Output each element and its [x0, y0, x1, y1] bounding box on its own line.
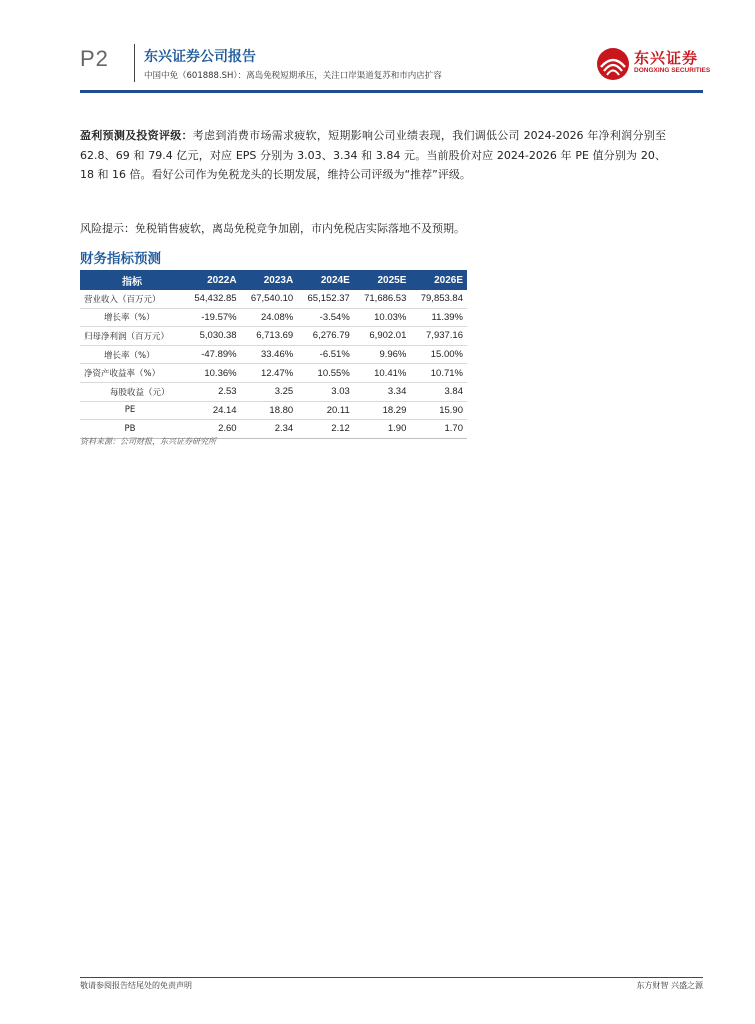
row-label: 增长率（%） — [80, 345, 184, 364]
risk-paragraph: 风险提示：免税销售疲软，离岛免税竞争加剧，市内免税店实际落地不及预期。 — [80, 222, 465, 235]
logo-text-cn: 东兴证券 — [634, 49, 699, 67]
table-row — [80, 308, 467, 327]
table-cell: -3.54% — [297, 308, 354, 327]
section-title: 财务指标预测 — [80, 251, 161, 267]
table-cell: 24.14 — [184, 401, 241, 420]
table-cell: 6,276.79 — [297, 327, 354, 346]
table-cell: 20.11 — [297, 401, 354, 420]
table-cell: 1.70 — [410, 420, 467, 439]
report-subtitle: 中国中免（601888.SH）：离岛免税短期承压，关注口岸渠道复苏和市内店扩容 — [144, 71, 442, 81]
table-header-cell: 指标 — [80, 270, 184, 290]
table-source-note: 资料来源：公司财报，东兴证券研究所 — [80, 437, 216, 446]
table-cell: 10.55% — [297, 364, 354, 383]
table-cell: 67,540.10 — [241, 290, 298, 308]
dongxing-logo-icon — [596, 47, 630, 81]
table-cell: 12.47% — [241, 364, 298, 383]
page-header — [0, 0, 755, 96]
report-title: 东兴证券公司报告 — [144, 49, 256, 65]
table-cell: -47.89% — [184, 345, 241, 364]
table-cell: 24.08% — [241, 308, 298, 327]
row-label: 归母净利润（百万元） — [80, 327, 184, 346]
row-label: PE — [80, 401, 184, 420]
row-label: PB — [80, 420, 184, 439]
rating-text: 考虑到消费市场需求疲软，短期影响公司业绩表现，我们调低公司 2024-2026 年净利润分别至 62.8、69 和 79.4 亿元，对应 EPS 分别为 3.03、3.34 和 3.84 元。当前股价对应 2024-2026 年 PE 值分别为 20、18 和 16 倍。看好公司作为免税龙头的长期发展，维持公司评级为“推荐”评级。 — [80, 129, 667, 181]
financial-forecast-table — [80, 270, 467, 439]
table-row — [80, 401, 467, 420]
table-header-cell: 2024E — [297, 270, 354, 290]
table-cell: 6,713.69 — [241, 327, 298, 346]
table-cell: 10.03% — [354, 308, 411, 327]
dongxing-logo — [596, 47, 711, 81]
table-cell: 10.71% — [410, 364, 467, 383]
table-cell: 10.36% — [184, 364, 241, 383]
table-cell: 54,432.85 — [184, 290, 241, 308]
table-cell: 3.84 — [410, 382, 467, 401]
table-cell: 2.12 — [297, 420, 354, 439]
row-label: 营业收入（百万元） — [80, 290, 184, 308]
table-cell: 3.34 — [354, 382, 411, 401]
table-cell: 7,937.16 — [410, 327, 467, 346]
row-label: 增长率（%） — [80, 308, 184, 327]
table-cell: 33.46% — [241, 345, 298, 364]
table-cell: 2.53 — [184, 382, 241, 401]
table-cell: 3.25 — [241, 382, 298, 401]
table-cell: 18.80 — [241, 401, 298, 420]
table-cell: 15.00% — [410, 345, 467, 364]
page-number: P2 — [80, 46, 109, 71]
table-header-row — [80, 270, 467, 290]
row-label: 每股收益（元） — [80, 382, 184, 401]
rating-paragraph — [80, 126, 666, 185]
table-cell: 1.90 — [354, 420, 411, 439]
table-row — [80, 327, 467, 346]
table-cell: 65,152.37 — [297, 290, 354, 308]
table-cell: 2.60 — [184, 420, 241, 439]
header-divider — [134, 44, 135, 82]
rating-lead: 盈利预测及投资评级： — [80, 129, 193, 142]
logo-text-en: DONGXING SECURITIES — [634, 67, 711, 74]
table-header-cell: 2023A — [241, 270, 298, 290]
table-cell: 6,902.01 — [354, 327, 411, 346]
table-cell: 10.41% — [354, 364, 411, 383]
footer-rule — [80, 977, 703, 978]
table-cell: 5,030.38 — [184, 327, 241, 346]
table-header-cell: 2026E — [410, 270, 467, 290]
table-cell: 3.03 — [297, 382, 354, 401]
header-rule — [80, 90, 703, 93]
table-cell: 18.29 — [354, 401, 411, 420]
table-cell: 71,686.53 — [354, 290, 411, 308]
row-label: 净资产收益率（%） — [80, 364, 184, 383]
table-cell: 79,853.84 — [410, 290, 467, 308]
table-row — [80, 382, 467, 401]
table-cell: 15.90 — [410, 401, 467, 420]
table-row — [80, 290, 467, 308]
footer-slogan: 东方财智 兴盛之源 — [636, 981, 703, 990]
table-cell: 9.96% — [354, 345, 411, 364]
table-header-cell: 2022A — [184, 270, 241, 290]
table-header-cell: 2025E — [354, 270, 411, 290]
table-row — [80, 364, 467, 383]
table-cell: -6.51% — [297, 345, 354, 364]
footer-disclaimer: 敬请参阅报告结尾处的免责声明 — [80, 981, 192, 990]
table-cell: 2.34 — [241, 420, 298, 439]
table-cell: 11.39% — [410, 308, 467, 327]
table-cell: -19.57% — [184, 308, 241, 327]
table-row — [80, 345, 467, 364]
